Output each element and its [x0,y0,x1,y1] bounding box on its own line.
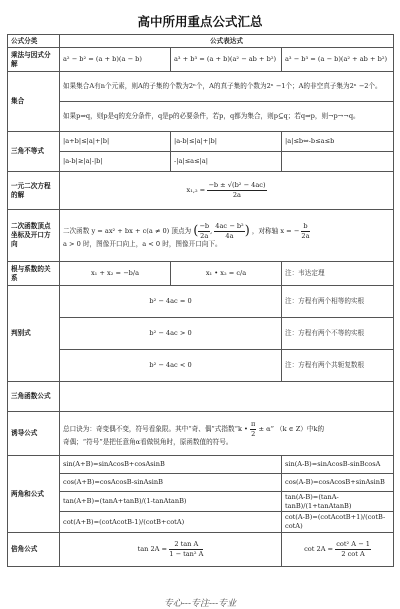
induction-line-2: 奇偶；“符号”是把任意角α看做锐角时，原函数值的符号。 [63,438,233,447]
formula-cos-sum: cos(A+B)=cosAcosB-sinAsinB [60,474,282,492]
formula-cot-double [282,532,394,566]
category-trig: 三角函数公式 [8,382,60,412]
vertex-axis-fraction [301,222,309,240]
category-factoring: 乘法与因式分解 [8,48,60,72]
trig-empty [60,382,394,412]
category-induction: 诱导公式 [8,412,60,456]
row-sum-diff-2 [8,474,394,492]
row-trig [8,382,394,412]
tan-double-den: 1 − tan² A [169,549,204,558]
formula-disc-negative: b² − 4ac < 0 [60,350,282,382]
induction-den: 2 [251,429,256,438]
formula-tan-diff: tan(A-B)=(tanA-tanB)/(1+tanAtanB) [282,492,394,512]
category-discriminant: 判别式 [8,286,60,382]
root-numerator: −b ± √(b² − 4ac) [208,181,266,190]
row-sum-diff-4 [8,512,394,532]
formula-cot-diff: cot(A-B)=(cotAcotB+1)/(cotB-cotA) [282,512,394,532]
formula-disc-zero: b² − 4ac = 0 [60,286,282,318]
vertex-line-1: 二次函数 y = ax² + bx + c(a ≠ 0) 顶点为 ( $\frac{-b}{2a}$ , $\frac{\text{4ac − b²}}{4a}$ ) ，对称轴 x = − $\frac{b}{2a}$ [63,221,310,240]
vertex-x-den: 2a [200,231,209,240]
cot-double-fraction [335,540,371,558]
category-sum-diff: 两角和公式 [8,456,60,533]
table-header-row [8,35,394,48]
tan-double-lhs: tan 2A = [137,545,168,554]
row-inequality-1 [8,132,394,152]
formula-ineq-a2: |a-b|≤|a|+|b| [171,132,282,152]
formula-sin-diff: sin(A-B)=sinAcosB-sinBcosA [282,456,394,474]
vertex-intro: 二次函数 y = ax² + bx + c(a ≠ 0) 顶点为 [63,227,192,236]
formula-disc-positive: b² − 4ac > 0 [60,318,282,350]
row-sets-1 [8,72,394,102]
row-discriminant-3 [8,350,394,382]
cot-double-num: cot² A − 1 [336,540,370,549]
induction-text-a: 总口诀为：奇变偶不变，符号看象限。其中“奇、偶”式指数“k • [63,425,248,434]
row-inequality-2 [8,152,394,172]
tan-double-fraction [169,540,203,558]
vertex-x-fraction [198,222,210,240]
formula-cot-sum: cot(A+B)=(cotAcotB-1)/(cotB+cotA) [60,512,282,532]
cot-double-lhs: cot 2A = [304,545,334,554]
induction-num: π [251,419,256,428]
row-sum-diff-3 [8,492,394,512]
formula-tan-sum: tan(A+B)=(tanA+tanB)/(1-tanAtanB) [60,492,282,512]
vertex-y-den: 4a [225,231,234,240]
row-factoring [8,48,394,72]
category-sets: 集合 [8,72,60,132]
formula-ineq-a1: |a+b|≤|a|+|b| [60,132,171,152]
row-sum-diff-1 [8,456,394,474]
note-vieta: 注：韦达定理 [282,262,394,286]
row-double-angle [8,532,394,566]
formula-cube-sum: a³ + b³ = (a + b)(a² − ab + b²) [171,48,282,72]
category-double-angle: 倍角公式 [8,532,60,566]
vertex-axis-num: b [303,221,308,230]
header-formula: 公式表达式 [60,35,394,48]
formula-induction [60,412,394,456]
note-disc-negative: 注：方程有两个共轭复数根 [282,350,394,382]
formula-vertex [60,210,394,262]
formula-square-difference: a² − b² = (a + b)(a − b) [60,48,171,72]
text-subset-count: 如果集合A有n个元素，则A的子集的个数为2ⁿ个，A的真子集的个数为2ⁿ −1个；A的非空真子集为2ⁿ −2个。 [60,72,394,102]
row-quadratic-root [8,172,394,210]
page-footer: 专心---专注---专业 [163,599,237,609]
formula-ineq-empty [282,152,394,172]
row-vertex [8,210,394,262]
row-vieta [8,262,394,286]
document-title: 高中所用重点公式汇总 [137,14,263,29]
category-inequality: 三角不等式 [8,132,60,172]
vertex-axis-text: ，对称轴 x = − [251,227,300,236]
note-disc-zero: 注：方程有两个相等的实根 [282,286,394,318]
header-category: 公式分类 [8,35,60,48]
vertex-y-num: 4ac − b² [215,221,244,230]
category-quadratic-root: 一元二次方程的解 [8,172,60,210]
note-disc-positive: 注：方程有两个不等的实根 [282,318,394,350]
tan-double-num: 2 tan A [169,540,203,550]
induction-line-1 [63,420,390,438]
formula-ineq-a3: |a|≤b⇔-b≤a≤b [282,132,394,152]
root-lhs: x₁,₂ = [186,186,206,195]
formula-ineq-b2: -|a|≤a≤|a| [171,152,282,172]
formula-table [7,34,394,567]
formula-cube-difference: a³ − b³ = (a − b)(a² + ab + b²) [282,48,394,72]
category-vertex: 二次函数顶点坐标及开口方向 [8,210,60,262]
root-denominator: 2a [232,191,241,199]
row-discriminant-1 [8,286,394,318]
formula-ineq-b1: |a-b|≥|a|-|b| [60,152,171,172]
root-fraction [207,181,266,199]
induction-fraction [250,420,256,438]
text-condition: 如果p⇒q，则p是q的充分条件，q是p的必要条件，若p，q都为集合，则p⊆q；若q⇒p，则¬p→¬q。 [60,102,394,132]
row-discriminant-2 [8,318,394,350]
row-sets-2 [8,102,394,132]
induction-text-b: ± α” （k ∈ Z）中k的 [258,425,325,434]
formula-tan-double [60,532,282,566]
formula-cos-diff: cos(A-B)=cosAcosB+sinAsinB [282,474,394,492]
formula-quadratic-root [60,172,394,210]
category-vieta: 根与系数的关系 [8,262,60,286]
vertex-y-fraction [214,222,244,240]
formula-sin-sum: sin(A+B)=sinAcosB+cosAsinB [60,456,282,474]
formula-vieta-sum: x₁ + x₂ = −b/a [60,262,171,286]
vertex-axis-den: 2a [301,231,310,240]
formula-vieta-product: x₁ • x₂ = c/a [171,262,282,286]
vertex-line-2: a > 0 时，图像开口向上，a < 0 时，图像开口向下。 [63,240,222,249]
cot-double-den: 2 cot A [341,549,365,558]
row-induction [8,412,394,456]
vertex-x-num: −b [199,221,210,230]
